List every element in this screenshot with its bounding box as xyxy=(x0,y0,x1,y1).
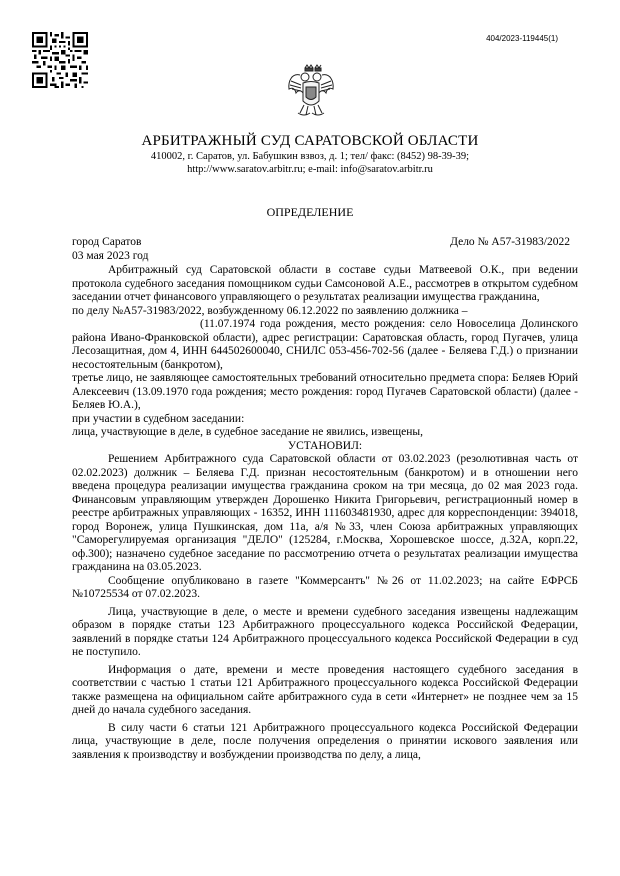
paragraph-notice: Лица, участвующие в деле, о месте и времени судебного заседания извещены надлежащим образом в порядке статьи 123 Арбитражного процессуального кодекса Российской Федерации, заявлений в порядке статьи 124 Арбитражного процессуального кодекса Российской Федерации в суд не поступило. xyxy=(72,605,578,658)
paragraph-article-121: В силу части 6 статьи 121 Арбитражного процессуального кодекса Российской Федерации лица, участвующие в деле, после получения определения о принятии искового заявления или заявления к производству и возбуждении производства по делу, а лица, xyxy=(72,721,578,761)
case-number: Дело № А57-31983/2022 xyxy=(450,236,570,248)
paragraph-third-party: третье лицо, не заявляющее самостоятельных требований относительно предмета спора: Беляев Юрий Алексеевич (13.09.1970 года рождения; место рождения: город Пугачев Саратовской области) (далее - Беляев Ю.А.), xyxy=(72,372,578,411)
document-barcode-number: 404/2023-119445(1) xyxy=(486,34,558,43)
document-body xyxy=(72,264,578,762)
paragraph-information: Информация о дате, времени и месте проведения настоящего судебного заседания в соответствии с частью 1 статьи 121 Арбитражного процессуального кодекса Российской Федерации также размещена на официальном сайте арбитражного суда в сети «Интернет» не позднее чем за 15 дней до начала судебного заседания. xyxy=(72,663,578,716)
paragraph-debtor: (11.07.1974 года рождения, место рождения: село Новоселица Долинского района Ивано-Франковской области), адрес регистрации: Саратовская область, город Пугачев, улица Лесозащитная, дом 4, ИНН 644502600040, СНИЛС 053-456-702-56 (далее - Беляева Г.Д.) о признании несостоятельным (банкротом), xyxy=(72,318,578,371)
section-heading: УСТАНОВИЛ: xyxy=(287,439,363,452)
court-address xyxy=(0,151,620,176)
document-date: 03 мая 2023 год xyxy=(72,250,149,262)
coat-of-arms-icon xyxy=(286,63,336,119)
document-title: ОПРЕДЕЛЕНИЕ xyxy=(266,205,354,219)
paragraph-absent: лица, участвующие в деле, в судебное заседание не явились, извещены, xyxy=(72,426,423,438)
qr-code-icon xyxy=(32,32,88,88)
paragraph-decision: Решением Арбитражного суда Саратовской области от 03.02.2023 (резолютивная часть от 02.02.2023) должник – Беляева Г.Д. признан несостоятельным (банкротом) и в отношении него введена процедура реализации имущества гражданина сроком на три месяца, до 02 мая 2023 года. Финансовым управляющим утвержден Дорошенко Никита Григорьевич, регистрационный номер в реестре арбитражных управляющих - 16352, ИНН 111603481930, адрес для корреспонденции: 394018, город Воронеж, улица Пушкинская, дом 11а, а/я №33, член Союза арбитражных управляющих "Саморегулируемая организация "ДЕЛО" (125284, г.Москва, Хорошевское шоссе, д.32А, корп.22, оф.300); назначено судебное заседание по рассмотрению отчета о результатах реализации имущества гражданина на 03.05.2023. xyxy=(72,453,578,573)
paragraph-intro: Арбитражный суд Саратовской области в составе судьи Матвеевой О.К., при ведении протокола судебного заседания помощником судьи Самсоновой А.Е., рассмотрев в открытом судебном заседании отчет финансового управляющего о результатах реализации имущества гражданина, xyxy=(72,264,578,303)
court-contacts-line: http://www.saratov.arbitr.ru; e-mail: info@saratov.arbitr.ru xyxy=(187,163,433,175)
paragraph-attendance: при участии в судебном заседании: xyxy=(72,412,245,425)
court-address-line: 410002, г. Саратов, ул. Бабушкин взвоз, д. 1; тел/ факс: (8452) 98-39-39; xyxy=(150,151,470,162)
paragraph-case: по делу №А57-31983/2022, возбужденному 06.12.2022 по заявлению должника – xyxy=(72,304,468,317)
court-name: АРБИТРАЖНЫЙ СУД САРАТОВСКОЙ ОБЛАСТИ xyxy=(141,133,479,149)
paragraph-publication: Сообщение опубликовано в газете "Коммерсантъ" №26 от 11.02.2023; на сайте ЕФРСБ №10725534 от 07.02.2023. xyxy=(72,574,578,600)
document-city: город Саратов xyxy=(72,236,142,248)
